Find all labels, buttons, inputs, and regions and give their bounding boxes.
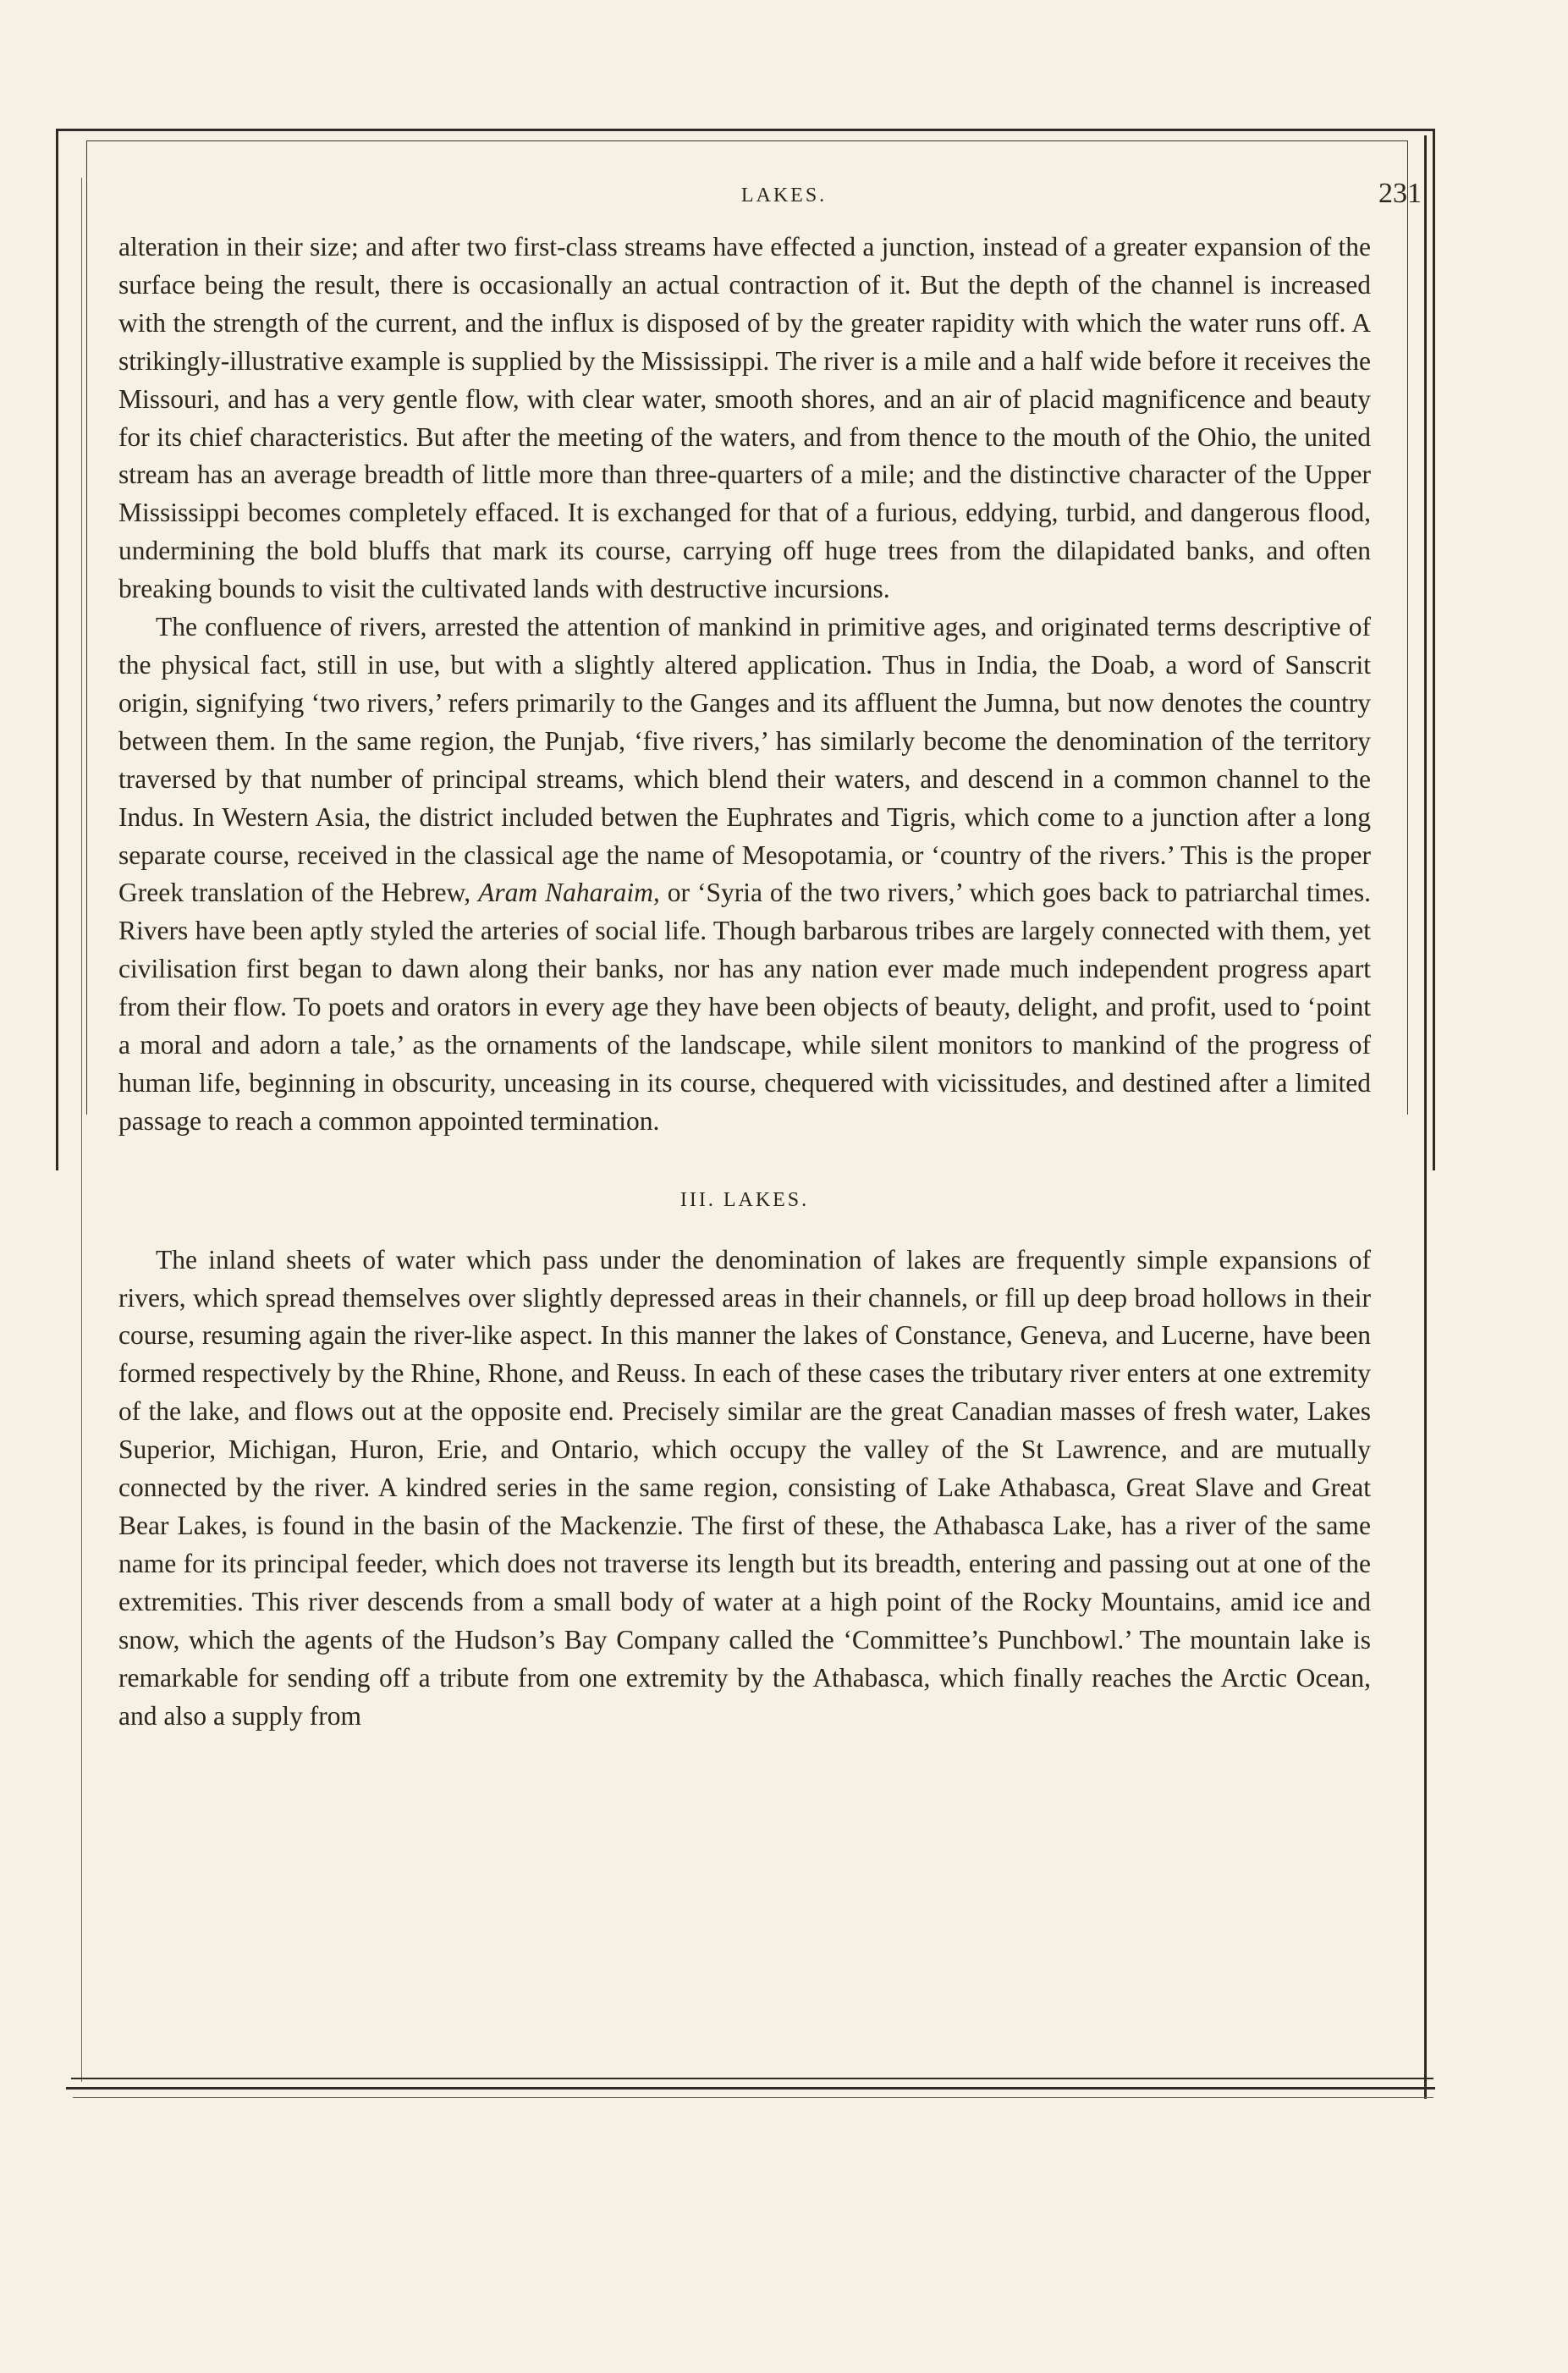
running-title: LAKES.	[740, 184, 828, 206]
page-number: 231	[1378, 178, 1422, 209]
page-border-right-rule	[1424, 135, 1427, 2099]
page-border-bottom-rule	[71, 2078, 1433, 2079]
paragraph-text: The confluence of rivers, arrested the attention of mankind in primitive ages, and originated terms descriptive of the physical fact, still in use, but with a slightly altered application. Thus in India, the Doab, a word of Sanscrit origin, signifying ‘two rivers,’ refers primarily to the Ganges and its affluent the Jumna, but now denotes the country between them. In the same region, the Punjab, ‘five rivers,’ has similarly become the denomination of the territory traversed by that number of principal streams, which blend their waters, and descend in a common channel to the Indus. In Western Asia, the district included betwen the Euphrates and Tigris, which come to a junction after a long separate course, received in the classical age the name of Mesopotamia, or ‘country of the rivers.’ This is the proper Greek translation of the Hebrew,	[118, 612, 1371, 908]
paragraph-lakes: The inland sheets of water which pass under the denomination of lakes are frequently simple expansions of rivers, which spread themselves over slightly depressed areas in their channels, or fill up deep broad hollows in their course, resuming again the river-like aspect. In this manner the lakes of Constance, Geneva, and Lucerne, have been formed respectively by the Rhine, Rhone, and Reuss. In each of these cases the tributary river enters at one extremity of the lake, and flows out at the opposite end. Precisely similar are the great Canadian masses of fresh water, Lakes Superior, Michigan, Huron, Erie, and Ontario, which occupy the valley of the St Lawrence, and are mutually connected by the river. A kindred series in the same region, consisting of Lake Athabasca, Great Slave and Great Bear Lakes, is found in the basin of the Mackenzie. The first of these, the Athabasca Lake, has a river of the same name for its principal feeder, which does not traverse its length but its breadth, entering and passing out at one of the extremities. This river descends from a small body of water at a high point of the Rocky Mountains, amid ice and snow, which the agents of the Hudson’s Bay Company called the ‘Committee’s Punchbowl.’ The mountain lake is remarkable for sending off a tribute from one extremity by the Athabasca, which finally reaches the Arctic Ocean, and also a supply from	[118, 1244, 1371, 1731]
page-body	[118, 228, 1371, 1735]
italic-term: Aram Naharaim,	[478, 878, 660, 908]
page-border-bottom-rule-thick	[66, 2087, 1435, 2089]
page-border-bottom-rule-thin	[73, 2097, 1433, 2098]
running-head	[0, 178, 1568, 215]
section-heading: III. LAKES.	[679, 1188, 810, 1211]
paragraph-text: or ‘Syria of the two rivers,’ which goes back to patriarchal times. Rivers have been aptly styled the arteries of social life. Though barbarous tribes are largely connected with them, yet civilisation first began to dawn along their banks, nor has any nation ever made much independent progress apart from their flow. To poets and orators in every age they have been objects of beauty, delight, and profit, used to ‘point a moral and adorn a tale,’ as the ornaments of the landscape, while silent monitors to mankind of the progress of human life, beginning in obscurity, unceasing in its course, chequered with vicissitudes, and destined after a limited passage to reach a common appointed termination.	[118, 878, 1371, 1136]
page-border-left-rule	[81, 178, 82, 2082]
paragraph-continuation: alteration in their size; and after two first-class streams have effected a junction, instead of a greater expansion of the surface being the result, there is occasionally an actual contraction of it. But the depth of the channel is increased with the strength of the current, and the influx is disposed of by the greater rapidity with which the water runs off. A strikingly-illustrative example is supplied by the Mississippi. The river is a mile and a half wide before it receives the Missouri, and has a very gentle flow, with clear water, smooth shores, and an air of placid magnificence and beauty for its chief characteristics. But after the meeting of the waters, and from thence to the mouth of the Ohio, the united stream has an average breadth of little more than three-quarters of a mile; and the distinctive character of the Upper Mississippi becomes completely effaced. It is exchanged for that of a furious, eddying, turbid, and dangerous flood, undermining the bold bluffs that mark its course, carrying off huge trees from the dilapidated banks, and often breaking bounds to visit the cultivated lands with destructive incursions.	[118, 232, 1371, 604]
paragraph-confluence	[118, 608, 1371, 1141]
